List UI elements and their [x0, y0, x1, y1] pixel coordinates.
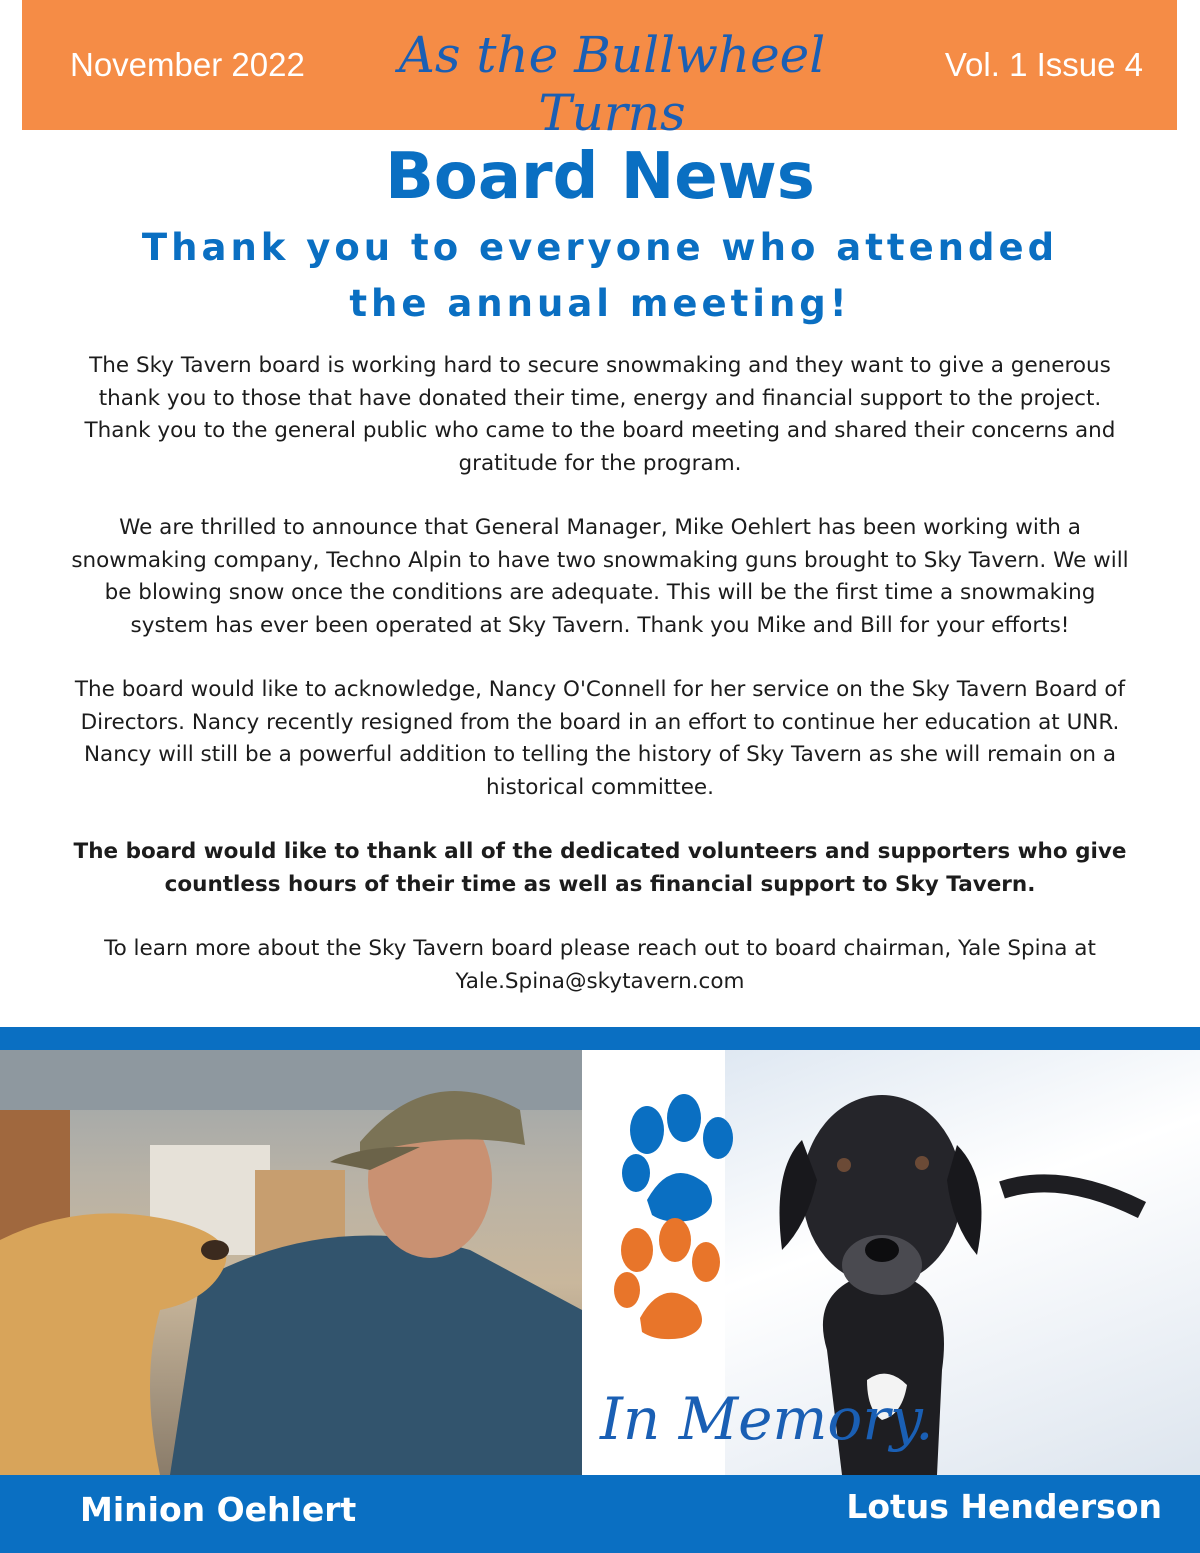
paragraph-snowmaking: The Sky Tavern board is working hard to secure snowmaking and they want to give a generous thank you to those that have donated their time, energy and financial support to the project. Thank you to the general public who came to the board meeting and shared their concerns and gratitude for the program.: [84, 353, 1116, 476]
photo-illustration: [0, 1050, 582, 1475]
page-subtitle: Thank you to everyone who attended the annual meeting!: [141, 226, 1059, 325]
in-memory-label: In Memory.: [600, 1385, 934, 1453]
masthead: [22, 0, 1177, 142]
page-title: Board News: [385, 140, 815, 214]
paragraph-announcement: We are thrilled to announce that General Manager, Mike Oehlert has been working with a snowmaking company, Techno Alpin to have two snowmaking guns brought to Sky Tavern. We will be blowing snow once the conditions are adequate. This will be the first time a snowmaking system has ever been operated at Sky Tavern. Thank you Mike and Bill for your efforts!: [71, 515, 1129, 638]
contact-email[interactable]: Yale.Spina@skytavern.com: [455, 968, 745, 994]
newsletter-title: As the Bullwheel Turns: [398, 26, 826, 142]
issue-volume: Vol. 1 Issue 4: [944, 46, 1143, 83]
article-body: [70, 350, 1130, 1030]
photo-band-top-bar: [0, 1027, 1200, 1050]
caption-lotus-henderson: Lotus Henderson: [846, 1487, 1162, 1526]
paragraph-acknowledgement: The board would like to acknowledge, Nancy O'Connell for her service on the Sky Tavern Board of Directors. Nancy recently resigned from the board in an effort to continue her education at UNR. Nancy will still be a powerful addition to telling the history of Sky Tavern as she will remain on a historical committee.: [74, 677, 1126, 800]
paragraph-contact: [70, 933, 1130, 998]
photo-minion-oehlert: [0, 1050, 582, 1475]
paw-print-orange-icon: [614, 1218, 720, 1339]
contact-text: To learn more about the Sky Tavern board please reach out to board chairman, Yale Spina at: [104, 936, 1096, 961]
photo-lotus-henderson: [582, 1050, 1200, 1475]
paw-print-blue-icon: [622, 1094, 733, 1222]
paragraph-thanks: The board would like to thank all of the dedicated volunteers and supporters who give countless hours of their time as well as financial support to Sky Tavern.: [73, 839, 1127, 897]
issue-date: November 2022: [70, 46, 305, 83]
caption-minion-oehlert: Minion Oehlert: [80, 1490, 357, 1529]
